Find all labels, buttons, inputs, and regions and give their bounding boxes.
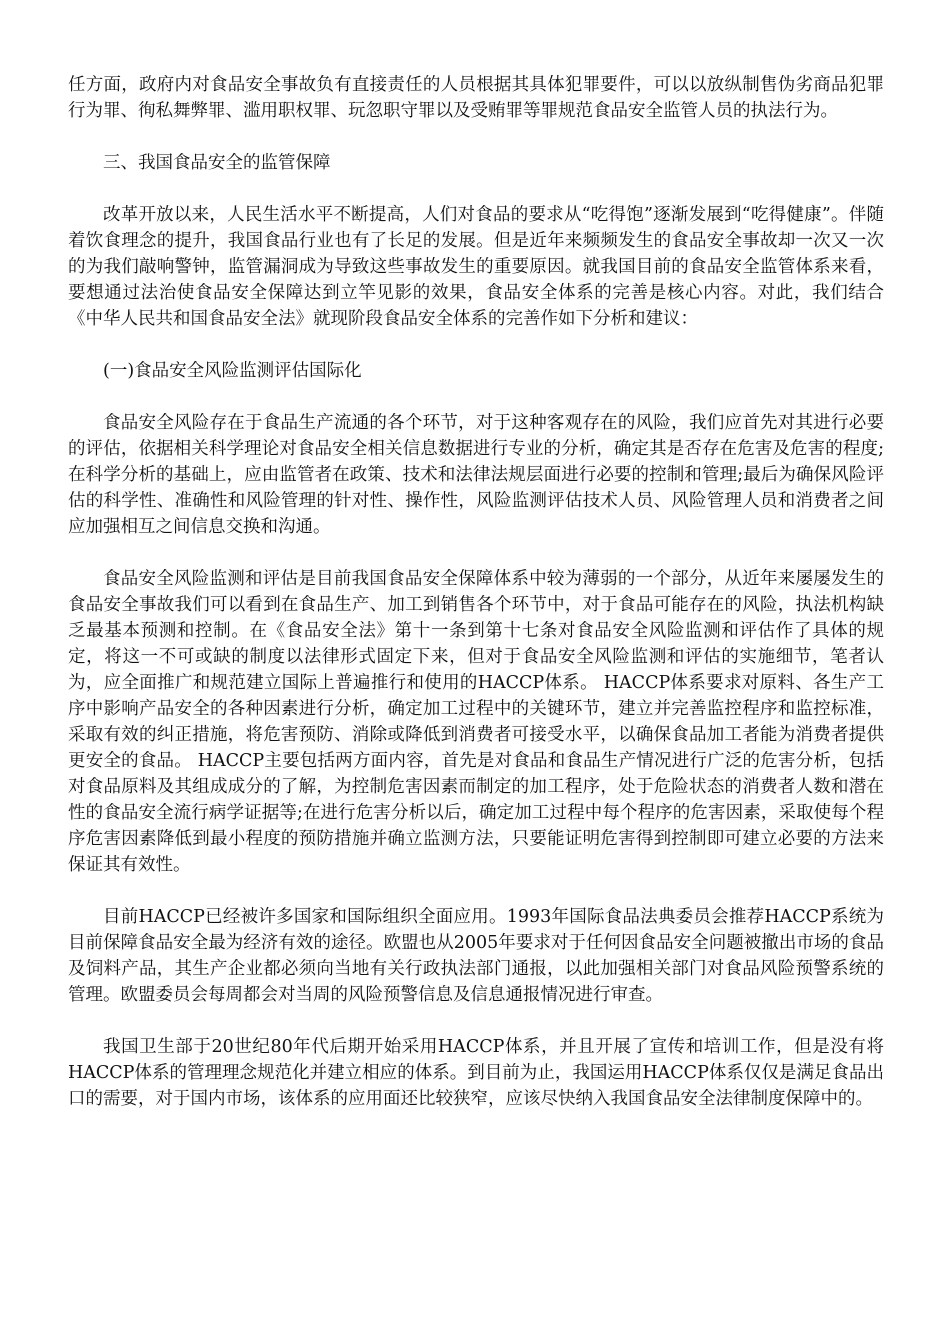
subsection-heading: (一)食品安全风险监测评估国际化: [103, 361, 362, 381]
document-page: [68, 72, 884, 1138]
section-heading: 三、我国食品安全的监管保障: [103, 153, 331, 173]
paragraph-intro: 改革开放以来，人民生活水平不断提高，人们对食品的要求从“吃得饱”逐渐发展到“吃得健康”。伴随着饮食理念的提升，我国食品行业也有了长足的发展。但是近年来频频发生的食品安全事故却一次又一次的为我们敲响警钟，监管漏洞成为导致这些事故发生的重要原因。就我国目前的食品安全监管体系来看，要想通过法治使食品安全保障达到立竿见影的效果，食品安全体系的完善是核心内容。对此，我们结合《中华人民共和国食品安全法》就现阶段食品安全体系的完善作如下分析和建议：: [68, 205, 884, 329]
paragraph-haccp-international: 目前HACCP已经被许多国家和国际组织全面应用。1993年国际食品法典委员会推荐HACCP系统为目前保障食品安全最为经济有效的途径。欧盟也从2005年要求对于任何因食品安全问题被撤出市场的食品及饲料产品，其生产企业都必须向当地有关行政执法部门通报，以此加强相关部门对食品风险预警系统的管理。欧盟委员会每周都会对当周的风险预警信息及信息通报情况进行审查。: [68, 907, 884, 1005]
paragraph-haccp: 食品安全风险监测和评估是目前我国食品安全保障体系中较为薄弱的一个部分，从近年来屡屡发生的食品安全事故我们可以看到在食品生产、加工到销售各个环节中，对于食品可能存在的风险，执法机构缺乏最基本预测和控制。在《食品安全法》第十一条到第十七条对食品安全风险监测和评估作了具体的规定，将这一不可或缺的制度以法律形式固定下来，但对于食品安全风险监测和评估的实施细节，笔者认为，应全面推广和规范建立国际上普遍推行和使用的HACCP体系。 HACCP体系要求对原料、各生产工序中影响产品安全的各种因素进行分析，确定加工过程中的关键环节，建立并完善监控程序和监控标准，采取有效的纠正措施，将危害预防、消除或降低到消费者可接受水平，以确保食品加工者能为消费者提供更安全的食品。 HACCP主要包括两方面内容，首先是对食品和食品生产情况进行广泛的危害分析，包括对食品原料及其组成成分的了解，为控制危害因素而制定的加工程序，处于危险状态的消费者人数和潜在性的食品安全流行病学证据等;在进行危害分析以后，确定加工过程中每个程序的危害因素，采取使每个程序危害因素降低到最小程度的预防措施并确立监测方法，只要能证明危害得到控制即可建立必要的方法来保证其有效性。: [68, 569, 884, 875]
paragraph-haccp-china: 我国卫生部于20世纪80年代后期开始采用HACCP体系，并且开展了宣传和培训工作，但是没有将HACCP体系的管理理念规范化并建立相应的体系。到目前为止，我国运用HACCP体系仅仅是满足食品出口的需要，对于国内市场，该体系的应用面还比较狭窄，应该尽快纳入我国食品安全法律制度保障中的。: [68, 1037, 884, 1109]
paragraph-risk-assessment: 食品安全风险存在于食品生产流通的各个环节，对于这种客观存在的风险，我们应首先对其进行必要的评估，依据相关科学理论对食品安全相关信息数据进行专业的分析，确定其是否存在危害及危害的程度;在科学分析的基础上，应由监管者在政策、技术和法律法规层面进行必要的控制和管理;最后为确保风险评估的科学性、准确性和风险管理的针对性、操作性，风险监测评估技术人员、风险管理人员和消费者之间应加强相互之间信息交换和沟通。: [68, 413, 884, 537]
paragraph-continuation: 任方面，政府内对食品安全事故负有直接责任的人员根据其具体犯罪要件，可以以放纵制售伪劣商品犯罪行为罪、徇私舞弊罪、滥用职权罪、玩忽职守罪以及受贿罪等罪规范食品安全监管人员的执法行为。: [68, 75, 884, 121]
